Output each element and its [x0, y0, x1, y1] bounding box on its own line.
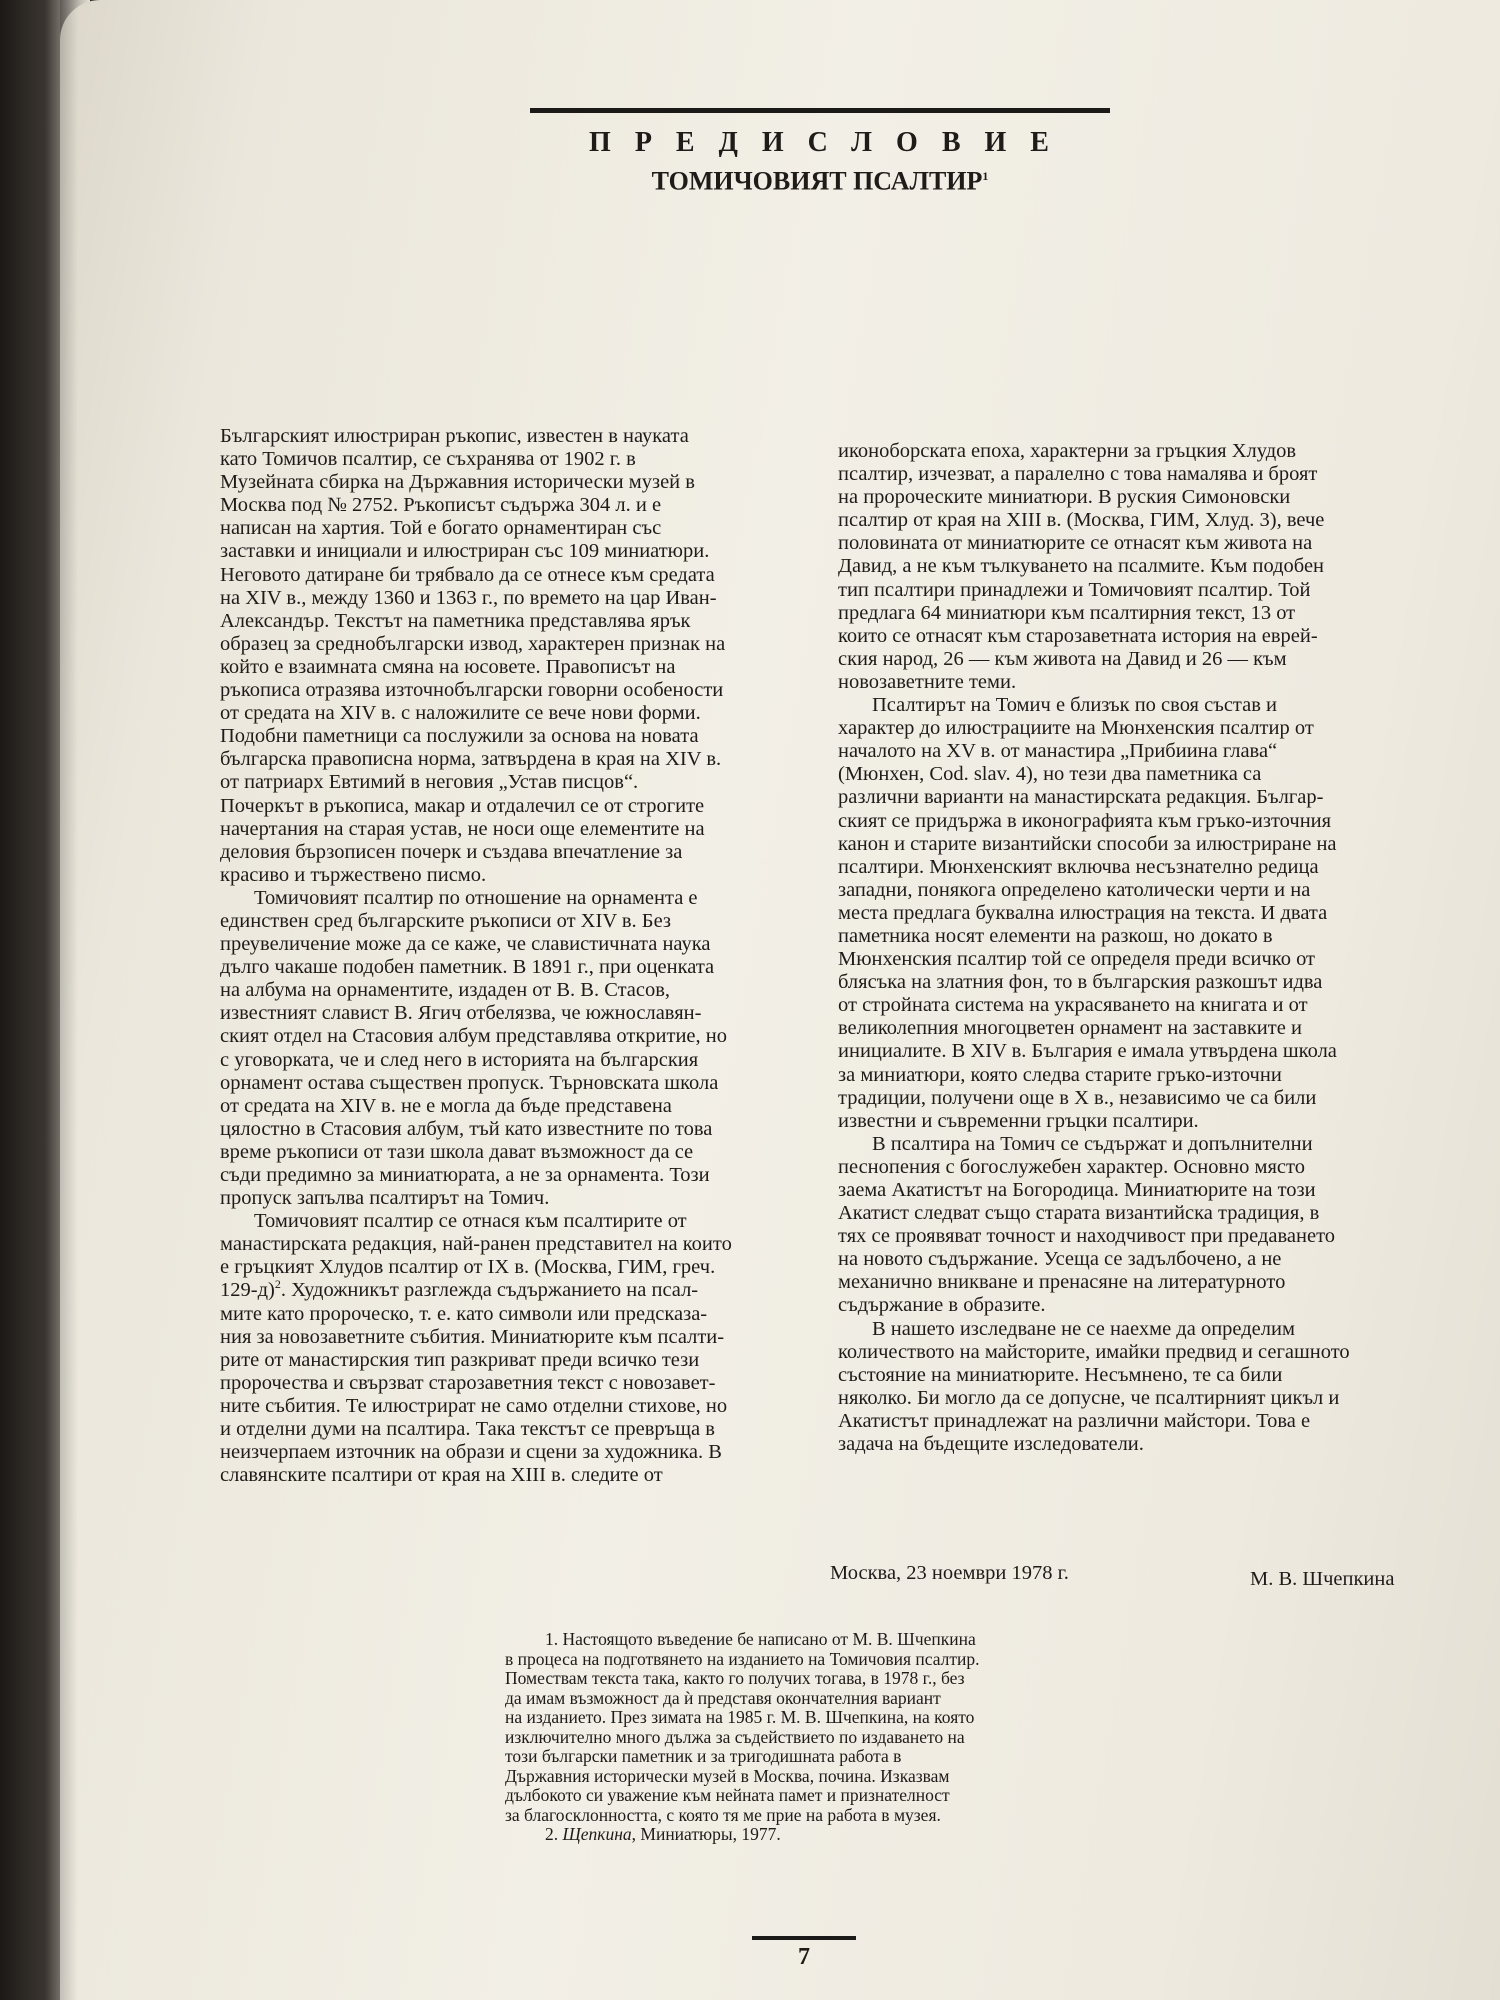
text-line: псалтири. Мюнхенският включва несъзнателно редица [838, 855, 1319, 878]
text-line: мите като пророческо, т. е. като символи или предсказа- [220, 1302, 708, 1325]
text-line: няколко. Би могло да се допусне, че псалтирният цикъл и [838, 1386, 1340, 1409]
text-line: и отделни думи на псалтира. Така текстът се превръща в [220, 1418, 715, 1441]
text-line: за миниатюри, която следва старите гръко-източни [838, 1063, 1282, 1086]
text-line: орнамент остава съществен пропуск. Търновската школа [220, 1071, 719, 1094]
page-gutter-shadow [60, 0, 78, 2000]
text-line: като Томичов псалтир, се съхранява от 1902 г. в [220, 448, 636, 471]
text-line: известният славист В. Ягич отбелязва, че южнославян- [220, 1002, 702, 1025]
text-line: Почеркът в ръкописа, макар и отдалечил се от строгите [220, 794, 705, 817]
page-number-rule [752, 1936, 856, 1940]
text-line: от средата на XIV в. не е могла да бъде представена [220, 1094, 672, 1117]
text-line: инициалите. В XIV в. България е имала утвърдена школа [838, 1040, 1337, 1063]
text-line: западни, понякога определено католически черти и на [838, 878, 1311, 901]
footnote-line: за благосклонността, с която тя ме прие на работа в музея. [505, 1804, 941, 1825]
footnote-author: Щепкина [562, 1824, 632, 1844]
footnote-line: този български паметник и за тригодишната работа в [505, 1746, 902, 1766]
footnote-line: 1. Настоящото въведение бе написано от М. В. Шчепкина [545, 1629, 976, 1649]
text-line: блясъка на златния фон, то в българския разкошът идва [838, 971, 1323, 994]
text-line: неизчерпаем източник на образи и сцени за художника. В [220, 1441, 722, 1464]
text-line: механично вникване и пренасяне на литературното [838, 1271, 1286, 1294]
text-line: количеството на майсторите, имайки предвид и сегашното [838, 1340, 1350, 1363]
text-line: българска правописна норма, затвърдена в края на XIV в. [220, 748, 722, 771]
text-line: Мюнхенския псалтир той се определя преди всичко от [838, 948, 1316, 971]
text-line: ският се придържа в иконографията към гръко-източния [838, 809, 1332, 832]
text-line: заема Акатистът на Богородица. Миниатюрите на този [838, 1179, 1316, 1201]
text-line: канон и старите византийски способи за илюстриране на [838, 832, 1337, 855]
text-line: Томичовият псалтир се отнася към псалтирите от [254, 1210, 687, 1233]
text-line: Москва под № 2752. Ръкописът съдържа 304 л. и е [220, 494, 662, 517]
footnote-line: Държавния исторически музей в Москва, почина. Изказвам [505, 1765, 950, 1786]
line-text-continued: . Художникът разглежда съдържанието на псал- [280, 1279, 699, 1302]
text-line: ръкописа отразява източнобългарски говорни особености [220, 679, 724, 702]
chapter-header [530, 108, 1110, 197]
text-line: на XIV в., между 1360 и 1363 г., по времето на цар Иван- [220, 586, 717, 609]
text-line: Давид, а не към тълкуването на псалмите. Към подобен [838, 555, 1325, 578]
text-line: написан на хартия. Той е богато орнаментиран със [220, 517, 662, 540]
footnote-ref-1: 1 [982, 169, 989, 183]
text-line: дълго чакаше подобен паметник. В 1891 г., при оценката [220, 956, 715, 979]
text-line: от патриарх Евтимий в неговия „Устав писцов“. [220, 771, 639, 794]
text-line: преувеличение може да се каже, че славистичната наука [220, 933, 711, 956]
text-line: Александър. Текстът на паметника представлява ярък [220, 609, 691, 632]
chapter-title: ПРЕДИСЛОВИЕ [589, 127, 1073, 158]
text-line: който е взаимната смяна на юсовете. Правописът на [220, 655, 676, 678]
footnote-line: в процеса на подготвянето на изданието на Томичовия псалтир. [505, 1648, 980, 1669]
text-line: на пророческите миниатюри. В руския Симоновски [838, 486, 1291, 509]
text-line: началото на XV в. от манастира „Прибиина глава“ [838, 740, 1278, 763]
text-line: които се отнасят към старозаветната история на еврей- [838, 624, 1318, 647]
page-number: 7 [798, 1944, 810, 1970]
text-line: В нашето изследване не се наехме да определим [872, 1317, 1295, 1340]
text-line: тях се проявяват точност и находчивост при предаването [838, 1225, 1336, 1248]
text-line: паметника носят елементи на разкош, но докато в [838, 924, 1273, 947]
text-column-left [220, 425, 810, 1487]
line-text: 129-д) [220, 1279, 275, 1302]
text-line: време ръкописи от тази школа дават възможност да се [220, 1140, 694, 1163]
text-line: Акатист следват също старата византийска традиция, в [838, 1202, 1320, 1225]
footnotes [505, 1630, 1125, 1845]
text-line: деловия бързописен почерк и създава впечатление за [220, 840, 683, 863]
footnote-source: , Миниатюры, 1977. [631, 1824, 781, 1844]
signature-place-date: Москва, 23 ноември 1978 г. [830, 1562, 1069, 1584]
footnote-line: да имам възможност да ѝ представя окончателния вариант [505, 1687, 941, 1708]
text-line: състояние на миниатюрите. Несъмнено, те са били [838, 1363, 1283, 1386]
text-line: единствен сред българските ръкописи от XIV в. Без [220, 909, 672, 932]
footnote-line: на изданието. През зимата на 1985 г. М. В. Шчепкина, на която [505, 1707, 975, 1727]
footnote-line: дълбокото си уважение към нейната памет и признателност [505, 1785, 950, 1805]
footnote-line [505, 1825, 1125, 1845]
text-line: заставки и инициали и илюстриран със 109 миниатюри. [220, 540, 710, 563]
text-line: пропуск запълва псалтирът на Томич. [220, 1187, 550, 1210]
footnote-ref-2: 2 [274, 1277, 281, 1292]
text-line: Неговото датиране би трябвало да се отнесе към средата [220, 563, 715, 586]
text-line: Българският илюстриран ръкопис, известен в науката [220, 425, 689, 447]
text-line: Акатистът принадлежат на различни майстори. Това е [838, 1409, 1311, 1432]
text-line: задача на бъдещите изследователи. [838, 1433, 1144, 1456]
text-line: ния за новозаветните събития. Миниатюрите към псалти- [220, 1325, 725, 1348]
text-line: тип псалтири принадлежи и Томичовият псалтир. Той [838, 578, 1311, 601]
text-line: новозаветните теми. [838, 670, 1017, 693]
text-line: славянските псалтири от края на XIII в. следите от [220, 1464, 663, 1487]
text-line: от средата на XIV в. с наложилите се вече нови форми. [220, 702, 701, 725]
text-line: Подобни паметници са послужили за основа на новата [220, 725, 699, 748]
text-line: рите от манастирския тип разкриват преди всичко тези [220, 1348, 700, 1371]
text-line: на новото съдържание. Усеща се задълбочено, а не [838, 1248, 1282, 1271]
text-line: псалтир, изчезват, а паралелно с това намалява и броят [838, 463, 1318, 486]
text-line: начертания на старая устав, не носи още елементите на [220, 817, 705, 840]
header-rule [530, 108, 1110, 113]
text-line: песнопения с богослужебен характер. Основно място [838, 1155, 1305, 1178]
text-line: ският отдел на Стасовия албум представлява откритие, но [220, 1025, 727, 1048]
text-line: великолепния многоцветен орнамент на заставките и [838, 1017, 1302, 1040]
text-line: характер до илюстрациите на Мюнхенския псалтир от [838, 717, 1314, 740]
text-line: предлага 64 миниатюри към псалтирния текст, 13 от [838, 601, 1296, 624]
text-line: ския народ, 26 — към живота на Давид и 26 — към [838, 647, 1287, 670]
text-column-right [838, 440, 1428, 1456]
text-line: места предлага буквална илюстрация на текста. И двата [838, 901, 1328, 924]
text-line: Музейната сбирка на Държавния исторически музей в [220, 471, 695, 494]
text-line: манастирската редакция, най-ранен представител на които [220, 1233, 732, 1256]
text-line: известни и съвременни гръцки псалтири. [838, 1109, 1199, 1132]
text-line: Псалтирът на Томич е близък по своя състав и [872, 694, 1277, 717]
text-line: образец за среднобългарски извод, характерен признак на [220, 632, 726, 655]
text-line [220, 1279, 810, 1302]
text-line: различни варианти на манастирската редакция. Българ- [838, 786, 1324, 809]
text-line: съдържание в образите. [838, 1294, 1046, 1317]
text-line: традиции, получени още в X в., независимо че са били [838, 1086, 1317, 1109]
footnote-line: Помествам текста така, както го получих тогава, в 1978 г., без [505, 1668, 965, 1688]
text-line: Томичовият псалтир по отношение на орнамента е [254, 886, 698, 909]
text-line: (Мюнхен, Cod. slav. 4), но тези два паметника са [838, 763, 1262, 786]
text-line: е гръцкият Хлудов псалтир от IX в. (Москва, ГИМ, греч. [220, 1256, 716, 1279]
text-line: псалтир от края на XIII в. (Москва, ГИМ, Хлуд. 3), вече [838, 509, 1325, 532]
signature-author: М. В. Шчепкина [1250, 1568, 1395, 1590]
text-line: красиво и тържествено писмо. [220, 863, 487, 886]
chapter-subtitle-text: ТОМИЧОВИЯТ ПСАЛТИР [651, 166, 983, 196]
text-line: цялостно в Стасовия албум, тъй като известните по това [220, 1117, 713, 1140]
chapter-subtitle [530, 161, 1110, 197]
text-line: В псалтира на Томич се съдържат и допълнителни [872, 1132, 1313, 1155]
text-line: ните събития. Те илюстрират не само отделни стихове, но [220, 1394, 728, 1417]
text-line: съди предимно за миниатюрата, а не за орнамента. Този [220, 1164, 710, 1186]
text-line: пророчества и свързват старозаветния текст с новозавет- [220, 1371, 716, 1394]
text-line: иконоборската епоха, характерни за гръцкия Хлудов [838, 440, 1297, 462]
text-line: с уговорката, че и след него в историята на българския [220, 1048, 699, 1071]
footnote-number: 2. [545, 1824, 563, 1844]
text-line: половината от миниатюрите се отнасят към живота на [838, 532, 1313, 555]
text-line: на албума на орнаментите, издаден от В. В. Стасов, [220, 979, 671, 1002]
text-line: от стройната система на украсяването на книгата и от [838, 994, 1308, 1017]
footnote-line: изключително много дължа за съдействието по издаването на [505, 1726, 965, 1747]
